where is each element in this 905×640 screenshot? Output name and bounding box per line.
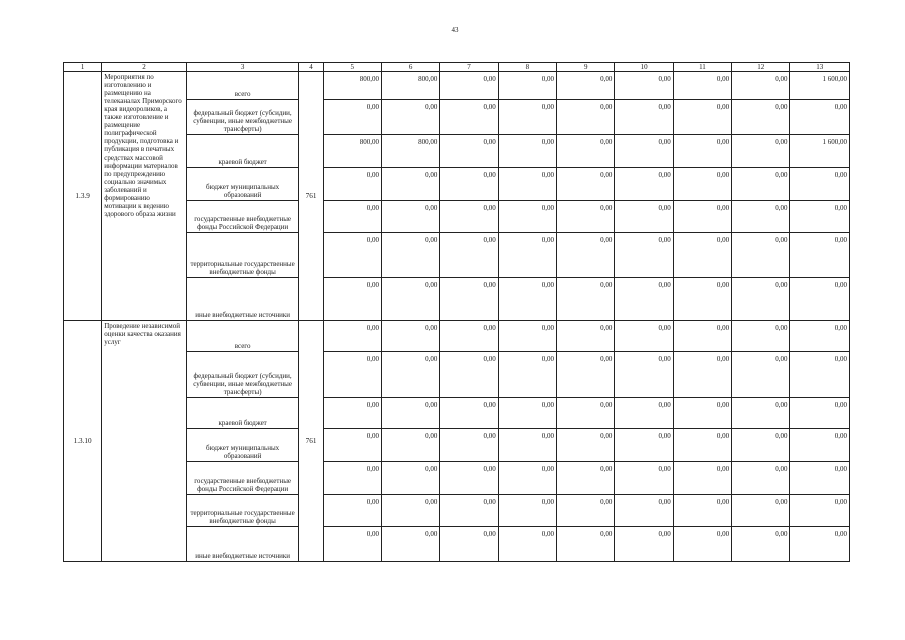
amount-cell: 0,00 (440, 527, 498, 562)
amount-cell: 0,00 (790, 201, 850, 233)
amount-cell: 0,00 (615, 168, 673, 201)
item-code: 1.3.9 (64, 72, 102, 321)
funding-source: бюджет муниципальных образований (186, 168, 299, 201)
funding-source: территориальные государственные внебюджетные фонды (186, 233, 299, 278)
amount-cell: 0,00 (790, 398, 850, 429)
amount-cell: 0,00 (673, 233, 731, 278)
amount-cell: 0,00 (498, 233, 556, 278)
amount-cell: 0,00 (732, 135, 790, 168)
header-cell: 3 (186, 63, 299, 72)
header-cell: 8 (498, 63, 556, 72)
amount-cell: 0,00 (673, 100, 731, 135)
amount-cell: 0,00 (381, 398, 439, 429)
amount-cell: 0,00 (440, 168, 498, 201)
amount-cell: 0,00 (498, 462, 556, 495)
page-number: 43 (451, 26, 459, 34)
amount-cell: 0,00 (381, 278, 439, 321)
amount-cell: 0,00 (732, 495, 790, 527)
header-cell: 5 (323, 63, 381, 72)
amount-cell: 0,00 (673, 278, 731, 321)
amount-cell: 0,00 (673, 352, 731, 398)
amount-cell: 0,00 (323, 398, 381, 429)
amount-cell: 0,00 (557, 495, 615, 527)
amount-cell: 0,00 (790, 233, 850, 278)
amount-cell: 0,00 (732, 100, 790, 135)
amount-cell: 0,00 (557, 168, 615, 201)
amount-cell: 0,00 (673, 72, 731, 100)
amount-cell: 0,00 (381, 233, 439, 278)
amount-cell: 0,00 (557, 352, 615, 398)
amount-cell: 0,00 (498, 278, 556, 321)
header-cell: 1 (64, 63, 102, 72)
amount-cell: 0,00 (673, 527, 731, 562)
amount-cell: 0,00 (440, 72, 498, 100)
header-cell: 9 (557, 63, 615, 72)
amount-cell: 0,00 (790, 278, 850, 321)
amount-cell: 0,00 (557, 233, 615, 278)
amount-cell: 0,00 (440, 398, 498, 429)
amount-cell: 0,00 (498, 495, 556, 527)
funding-source: иные внебюджетные источники (186, 527, 299, 562)
amount-cell: 800,00 (381, 72, 439, 100)
amount-cell: 0,00 (381, 168, 439, 201)
amount-cell: 0,00 (498, 429, 556, 462)
amount-cell: 0,00 (498, 72, 556, 100)
amount-cell: 0,00 (673, 495, 731, 527)
amount-cell: 0,00 (615, 429, 673, 462)
amount-cell: 0,00 (440, 352, 498, 398)
amount-cell: 0,00 (732, 72, 790, 100)
amount-cell: 1 600,00 (790, 72, 850, 100)
amount-cell: 0,00 (615, 201, 673, 233)
amount-cell: 0,00 (790, 100, 850, 135)
amount-cell: 0,00 (440, 429, 498, 462)
amount-cell: 0,00 (557, 278, 615, 321)
amount-cell: 0,00 (498, 201, 556, 233)
amount-cell: 0,00 (732, 168, 790, 201)
amount-cell: 0,00 (381, 527, 439, 562)
amount-cell: 0,00 (790, 321, 850, 352)
amount-cell: 0,00 (673, 398, 731, 429)
amount-cell: 0,00 (381, 462, 439, 495)
amount-cell: 0,00 (323, 278, 381, 321)
amount-cell: 0,00 (790, 168, 850, 201)
amount-cell: 0,00 (557, 201, 615, 233)
amount-cell: 0,00 (440, 321, 498, 352)
amount-cell: 0,00 (732, 352, 790, 398)
amount-cell: 0,00 (732, 527, 790, 562)
amount-cell: 0,00 (323, 233, 381, 278)
amount-cell: 0,00 (381, 495, 439, 527)
amount-cell: 0,00 (790, 495, 850, 527)
amount-cell: 0,00 (732, 233, 790, 278)
amount-cell: 0,00 (440, 100, 498, 135)
amount-cell: 0,00 (498, 100, 556, 135)
amount-cell: 0,00 (615, 398, 673, 429)
amount-cell: 0,00 (498, 352, 556, 398)
amount-cell: 0,00 (323, 321, 381, 352)
amount-cell: 0,00 (381, 429, 439, 462)
table-body (64, 63, 850, 562)
amount-cell: 0,00 (790, 527, 850, 562)
amount-cell: 0,00 (498, 321, 556, 352)
amount-cell: 0,00 (615, 321, 673, 352)
amount-cell: 0,00 (381, 100, 439, 135)
amount-cell: 0,00 (557, 429, 615, 462)
funding-source: краевой бюджет (186, 135, 299, 168)
header-row (64, 63, 850, 72)
amount-cell: 0,00 (323, 429, 381, 462)
amount-cell: 0,00 (498, 527, 556, 562)
amount-cell: 0,00 (615, 352, 673, 398)
item-description: Мероприятия по изготовлению и размещению на телеканалах Приморского края видеороликов, а также изготовление и размещение полиграфической продукции, подготовка и публикация в печатных средствах массовой информации материалов по предупреждению социально значимых заболеваний и формированию мотивации к ведению здорового образа жизни (102, 72, 187, 321)
amount-cell: 0,00 (557, 100, 615, 135)
amount-cell: 0,00 (557, 72, 615, 100)
amount-cell: 0,00 (557, 135, 615, 168)
amount-cell: 0,00 (732, 201, 790, 233)
item-code: 1.3.10 (64, 321, 102, 562)
amount-cell: 0,00 (440, 278, 498, 321)
amount-cell: 0,00 (557, 398, 615, 429)
amount-cell: 0,00 (732, 462, 790, 495)
amount-cell: 0,00 (615, 233, 673, 278)
budget-table (63, 62, 850, 562)
amount-cell: 0,00 (323, 201, 381, 233)
amount-cell: 0,00 (615, 135, 673, 168)
funding-source: государственные внебюджетные фонды Российской Федерации (186, 201, 299, 233)
amount-cell: 0,00 (323, 168, 381, 201)
table-row (64, 72, 850, 100)
amount-cell: 0,00 (323, 352, 381, 398)
amount-cell: 800,00 (323, 72, 381, 100)
org-code: 761 (299, 72, 323, 321)
amount-cell: 0,00 (323, 527, 381, 562)
amount-cell: 0,00 (498, 135, 556, 168)
header-cell: 12 (732, 63, 790, 72)
funding-source: иные внебюджетные источники (186, 278, 299, 321)
header-cell: 13 (790, 63, 850, 72)
header-cell: 2 (102, 63, 187, 72)
amount-cell: 0,00 (673, 462, 731, 495)
header-cell: 6 (381, 63, 439, 72)
funding-source: краевой бюджет (186, 398, 299, 429)
amount-cell: 0,00 (498, 398, 556, 429)
amount-cell: 0,00 (732, 429, 790, 462)
amount-cell: 0,00 (440, 135, 498, 168)
org-code: 761 (299, 321, 323, 562)
funding-source: всего (186, 321, 299, 352)
funding-source: федеральный бюджет (субсидии, субвенции, иные межбюджетные трансферты) (186, 352, 299, 398)
amount-cell: 0,00 (732, 398, 790, 429)
amount-cell: 0,00 (323, 495, 381, 527)
amount-cell: 0,00 (790, 352, 850, 398)
amount-cell: 0,00 (440, 462, 498, 495)
amount-cell: 0,00 (673, 135, 731, 168)
item-description: Проведение независимой оценки качества оказания услуг (102, 321, 187, 562)
header-cell: 4 (299, 63, 323, 72)
amount-cell: 0,00 (615, 527, 673, 562)
amount-cell: 0,00 (557, 321, 615, 352)
amount-cell: 0,00 (615, 462, 673, 495)
table-row (64, 321, 850, 352)
funding-source: всего (186, 72, 299, 100)
funding-source: территориальные государственные внебюджетные фонды (186, 495, 299, 527)
header-cell: 7 (440, 63, 498, 72)
amount-cell: 0,00 (615, 495, 673, 527)
amount-cell: 0,00 (615, 72, 673, 100)
amount-cell: 0,00 (323, 462, 381, 495)
amount-cell: 0,00 (673, 321, 731, 352)
amount-cell: 0,00 (673, 429, 731, 462)
funding-source: федеральный бюджет (субсидии, субвенции, иные межбюджетные трансферты) (186, 100, 299, 135)
amount-cell: 0,00 (440, 201, 498, 233)
amount-cell: 0,00 (323, 100, 381, 135)
amount-cell: 800,00 (381, 135, 439, 168)
amount-cell: 0,00 (673, 201, 731, 233)
amount-cell: 0,00 (381, 352, 439, 398)
amount-cell: 0,00 (557, 462, 615, 495)
amount-cell: 0,00 (673, 168, 731, 201)
amount-cell: 0,00 (381, 201, 439, 233)
amount-cell: 0,00 (440, 495, 498, 527)
header-cell: 11 (673, 63, 731, 72)
amount-cell: 0,00 (381, 321, 439, 352)
amount-cell: 1 600,00 (790, 135, 850, 168)
amount-cell: 0,00 (440, 233, 498, 278)
amount-cell: 0,00 (557, 527, 615, 562)
amount-cell: 0,00 (732, 278, 790, 321)
amount-cell: 0,00 (790, 429, 850, 462)
funding-source: бюджет муниципальных образований (186, 429, 299, 462)
amount-cell: 0,00 (615, 278, 673, 321)
amount-cell: 0,00 (790, 462, 850, 495)
amount-cell: 0,00 (498, 168, 556, 201)
amount-cell: 0,00 (732, 321, 790, 352)
amount-cell: 0,00 (615, 100, 673, 135)
header-cell: 10 (615, 63, 673, 72)
funding-source: государственные внебюджетные фонды Российской Федерации (186, 462, 299, 495)
amount-cell: 800,00 (323, 135, 381, 168)
